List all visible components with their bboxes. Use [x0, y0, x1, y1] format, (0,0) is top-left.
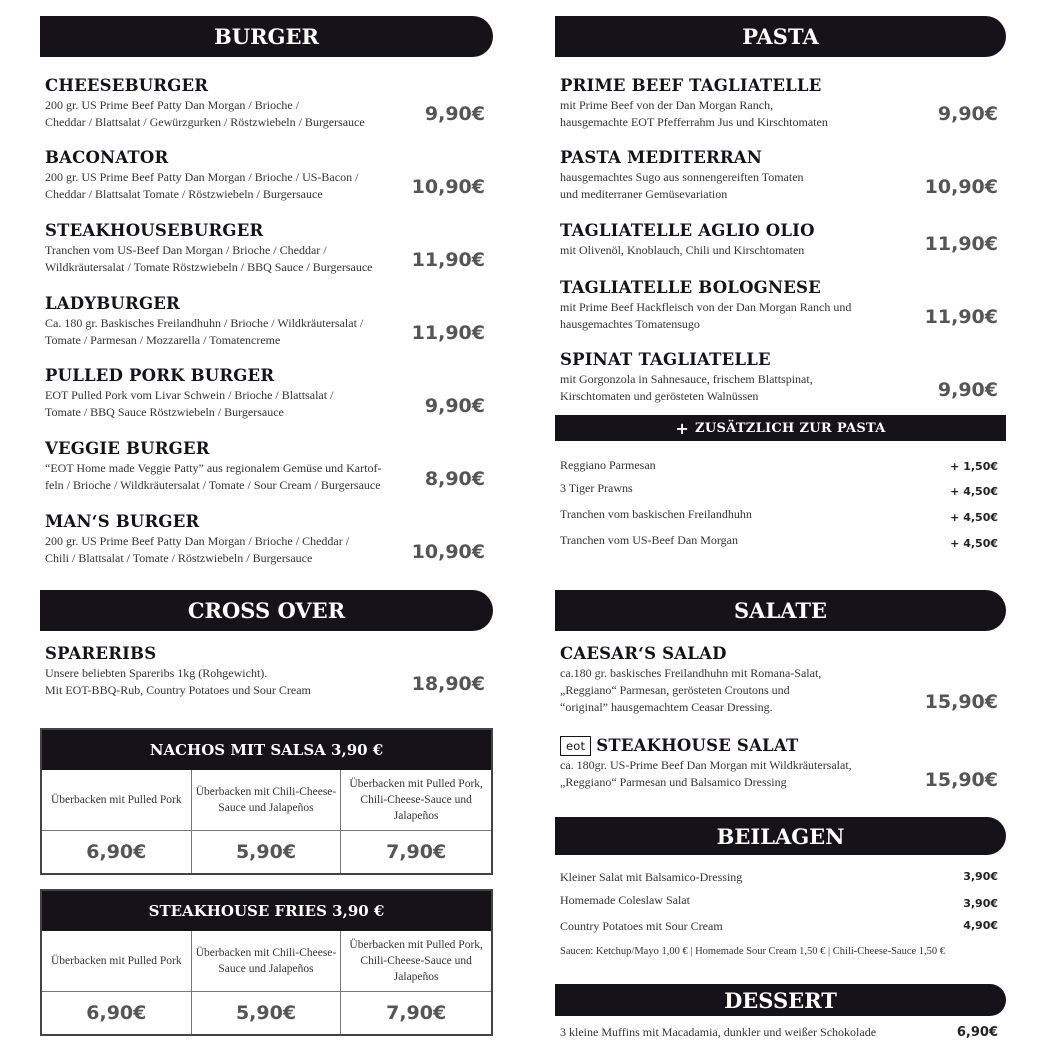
desc-line: „Reggiano“ Parmesan, gerösteten Croutons und	[560, 683, 790, 697]
item-price: 8,90€	[424, 468, 485, 490]
menu-item	[560, 221, 1006, 259]
item-description	[45, 665, 410, 699]
item-name: PRIME BEEF TAGLIATELLE	[560, 76, 822, 95]
item-price: 9,90€	[424, 395, 485, 417]
menu-item	[45, 644, 493, 699]
option-cell: Überbacken mit Chili-Cheese-Sauce und Jalapeños	[192, 770, 342, 831]
extra-row	[560, 507, 998, 525]
item-name: TAGLIATELLE BOLOGNESE	[560, 278, 821, 297]
menu-item	[45, 512, 493, 567]
item-name	[560, 736, 1006, 756]
burger-header: BURGER	[40, 16, 493, 57]
desc-line: 200 gr. US Prime Beef Patty Dan Morgan / Brioche / US-Bacon /	[45, 170, 359, 184]
item-name: PULLED PORK BURGER	[45, 366, 275, 385]
extra-price: + 4,50€	[950, 537, 998, 550]
extra-price: + 4,50€	[950, 511, 998, 524]
item-price: 9,90€	[937, 379, 998, 401]
item-description	[45, 315, 410, 349]
option-price: 6,90€	[42, 992, 192, 1034]
desc-line: Tomate / BBQ Sauce Röstzwiebeln / Burgersauce	[45, 405, 284, 419]
item-description	[45, 169, 410, 203]
item-description	[560, 97, 925, 131]
desc-line: Wildkräutersalat / Tomate Röstzwiebeln / BBQ Sauce / Burgersauce	[45, 260, 373, 274]
nachos-options	[42, 770, 491, 831]
dessert-row	[560, 1025, 998, 1043]
desc-line: ca. 180gr. US-Prime Beef Dan Morgan mit Wildkräutersalat,	[560, 758, 852, 772]
side-row	[560, 870, 998, 888]
desc-line: Mit EOT-BBQ-Rub, Country Potatoes und Sour Cream	[45, 683, 311, 697]
item-description	[45, 242, 410, 276]
extra-row	[560, 458, 998, 476]
item-name: TAGLIATELLE AGLIO OLIO	[560, 221, 815, 240]
desc-line: Tranchen vom US-Beef Dan Morgan / Brioche / Cheddar /	[45, 243, 327, 257]
menu-item	[560, 350, 1006, 405]
fries-header: STEAKHOUSE FRIES 3,90 €	[42, 891, 491, 931]
sauces-note: Saucen: Ketchup/Mayo 1,00 € | Homemade Sour Cream 1,50 € | Chili-Cheese-Sauce 1,50 €	[560, 946, 946, 957]
desc-line: ca.180 gr. baskisches Freilandhuhn mit Romana-Salat,	[560, 666, 822, 680]
extra-price: + 4,50€	[950, 485, 998, 498]
menu-item	[45, 148, 493, 203]
extra-label: Reggiano Parmesan	[560, 458, 656, 472]
item-description	[560, 169, 925, 203]
item-name: STEAKHOUSEBURGER	[45, 221, 264, 240]
menu-item	[560, 278, 1006, 333]
item-description	[45, 97, 410, 131]
desc-line: Tomate / Parmesan / Mozzarella / Tomatencreme	[45, 333, 281, 347]
side-price: 3,90€	[963, 870, 998, 883]
item-price: 10,90€	[924, 176, 998, 198]
item-description	[560, 665, 925, 716]
extra-price: + 1,50€	[950, 460, 998, 473]
item-price: 9,90€	[424, 103, 485, 125]
option-price: 7,90€	[386, 841, 447, 863]
item-price: 11,90€	[411, 322, 485, 344]
desc-line: Kirschtomaten und gerösteten Walnüssen	[560, 389, 759, 403]
side-row	[560, 919, 998, 937]
option-price: 7,90€	[386, 1002, 447, 1024]
desc-line: mit Prime Beef von der Dan Morgan Ranch,	[560, 98, 774, 112]
fries-prices	[42, 992, 491, 1034]
item-price: 10,90€	[411, 176, 485, 198]
option-cell: Überbacken mit Pulled Pork, Chili-Cheese-Sauce und Jalapeños	[341, 931, 491, 992]
item-name: VEGGIE BURGER	[45, 439, 210, 458]
menu-item	[560, 736, 1006, 791]
item-name: PASTA MEDITERRAN	[560, 148, 763, 167]
desc-line: hausgemachtes Sugo aus sonnengereiften Tomaten	[560, 170, 804, 184]
menu-item	[560, 644, 1006, 716]
extra-row	[560, 481, 998, 499]
side-label: Homemade Coleslaw Salat	[560, 893, 690, 907]
item-description	[560, 371, 925, 405]
desc-line: hausgemachtes Tomatensugo	[560, 317, 700, 331]
eot-logo-icon: eot	[560, 736, 591, 756]
menu-item	[45, 294, 493, 349]
extra-label: Tranchen vom baskischen Freilandhuhn	[560, 507, 752, 521]
desc-line: hausgemachte EOT Pfefferrahm Jus und Kirschtomaten	[560, 115, 828, 129]
side-price: 3,90€	[963, 897, 998, 910]
salate-header: SALATE	[555, 590, 1006, 631]
item-description	[560, 757, 925, 791]
desc-line: 200 gr. US Prime Beef Patty Dan Morgan / Brioche / Cheddar /	[45, 534, 350, 548]
option-cell: Überbacken mit Chili-Cheese-Sauce und Jalapeños	[192, 931, 342, 992]
menu-item	[45, 221, 493, 276]
item-name: SPINAT TAGLIATELLE	[560, 350, 771, 369]
item-description	[560, 299, 925, 333]
nachos-prices	[42, 831, 491, 873]
desc-line: und mediterraner Gemüsevariation	[560, 187, 728, 201]
option-price: 5,90€	[192, 831, 342, 873]
side-row	[560, 893, 998, 911]
desc-line: “EOT Home made Veggie Patty” aus regionalem Gemüse und Kartof-	[45, 461, 382, 475]
item-description	[45, 533, 410, 567]
item-price: 11,90€	[411, 249, 485, 271]
item-price: 18,90€	[411, 673, 485, 695]
fries-options	[42, 931, 491, 992]
crossover-header: CROSS OVER	[40, 590, 493, 631]
item-price: 9,90€	[937, 103, 998, 125]
desc-line: Chili / Blattsalat / Tomate / Röstzwiebeln / Burgersauce	[45, 551, 313, 565]
dessert-header: DESSERT	[555, 984, 1006, 1016]
desc-line: Cheddar / Blattsalat / Gewürzgurken / Röstzwiebeln / Burgersauce	[45, 115, 365, 129]
item-name: CAESAR‘S SALAD	[560, 644, 727, 663]
desc-line: Ca. 180 gr. Baskisches Freilandhuhn / Brioche / Wildkräutersalat /	[45, 316, 364, 330]
extras-title: ZUSÄTZLICH ZUR PASTA	[695, 420, 886, 436]
desc-line: mit Olivenöl, Knoblauch, Chili und Kirschtomaten	[560, 243, 805, 257]
desc-line: „Reggiano“ Parmesan und Balsamico Dressing	[560, 775, 787, 789]
desc-line: 200 gr. US Prime Beef Patty Dan Morgan / Brioche /	[45, 98, 300, 112]
item-price: 15,90€	[924, 769, 998, 791]
menu-item	[560, 76, 1006, 131]
menu-item	[560, 148, 1006, 203]
dessert-price: 6,90€	[956, 1025, 998, 1040]
desc-line: Cheddar / Blattsalat Tomate / Röstzwiebeln / Burgersauce	[45, 187, 323, 201]
desc-line: Unsere beliebten Spareribs 1kg (Rohgewicht).	[45, 666, 268, 680]
item-name: CHEESEBURGER	[45, 76, 209, 95]
beilagen-header: BEILAGEN	[555, 817, 1006, 855]
nachos-box	[40, 728, 493, 875]
side-price: 4,90€	[963, 919, 998, 932]
item-price: 10,90€	[411, 541, 485, 563]
option-price: 6,90€	[42, 831, 192, 873]
fries-box	[40, 889, 493, 1036]
nachos-header: NACHOS MIT SALSA 3,90 €	[42, 730, 491, 770]
pasta-header: PASTA	[555, 16, 1006, 57]
item-description	[45, 460, 410, 494]
option-price: 5,90€	[192, 992, 342, 1034]
side-label: Kleiner Salat mit Balsamico-Dressing	[560, 870, 743, 884]
extra-label: Tranchen vom US-Beef Dan Morgan	[560, 533, 738, 547]
desc-line: “original” hausgemachtem Ceasar Dressing.	[560, 700, 773, 714]
extra-row	[560, 533, 998, 551]
item-description	[45, 387, 410, 421]
pasta-extras-header	[555, 415, 1006, 441]
extra-label: 3 Tiger Prawns	[560, 481, 633, 495]
item-name: LADYBURGER	[45, 294, 180, 313]
item-price: 11,90€	[924, 233, 998, 255]
option-cell: Überbacken mit Pulled Pork	[42, 931, 192, 992]
option-cell: Überbacken mit Pulled Pork	[42, 770, 192, 831]
item-name: BACONATOR	[45, 148, 169, 167]
item-name-text: STEAKHOUSE SALAT	[596, 736, 799, 755]
menu-item	[45, 439, 493, 494]
plus-icon: +	[675, 418, 690, 438]
menu-item	[45, 76, 493, 131]
side-label: Country Potatoes mit Sour Cream	[560, 919, 723, 933]
item-price: 15,90€	[924, 691, 998, 713]
desc-line: feln / Brioche / Wildkräutersalat / Tomate / Sour Cream / Burgersauce	[45, 478, 381, 492]
desc-line: mit Prime Beef Hackfleisch von der Dan Morgan Ranch und	[560, 300, 852, 314]
desc-line: mit Gorgonzola in Sahnesauce, frischem Blattspinat,	[560, 372, 813, 386]
menu-item	[45, 366, 493, 421]
desc-line: EOT Pulled Pork vom Livar Schwein / Brioche / Blattsalat /	[45, 388, 334, 402]
item-name: MAN‘S BURGER	[45, 512, 200, 531]
item-name: SPARERIBS	[45, 644, 157, 663]
dessert-label: 3 kleine Muffins mit Macadamia, dunkler und weißer Schokolade	[560, 1025, 877, 1039]
item-description	[560, 242, 925, 259]
item-price: 11,90€	[924, 306, 998, 328]
option-cell: Überbacken mit Pulled Pork, Chili-Cheese-Sauce und Jalapeños	[341, 770, 491, 831]
